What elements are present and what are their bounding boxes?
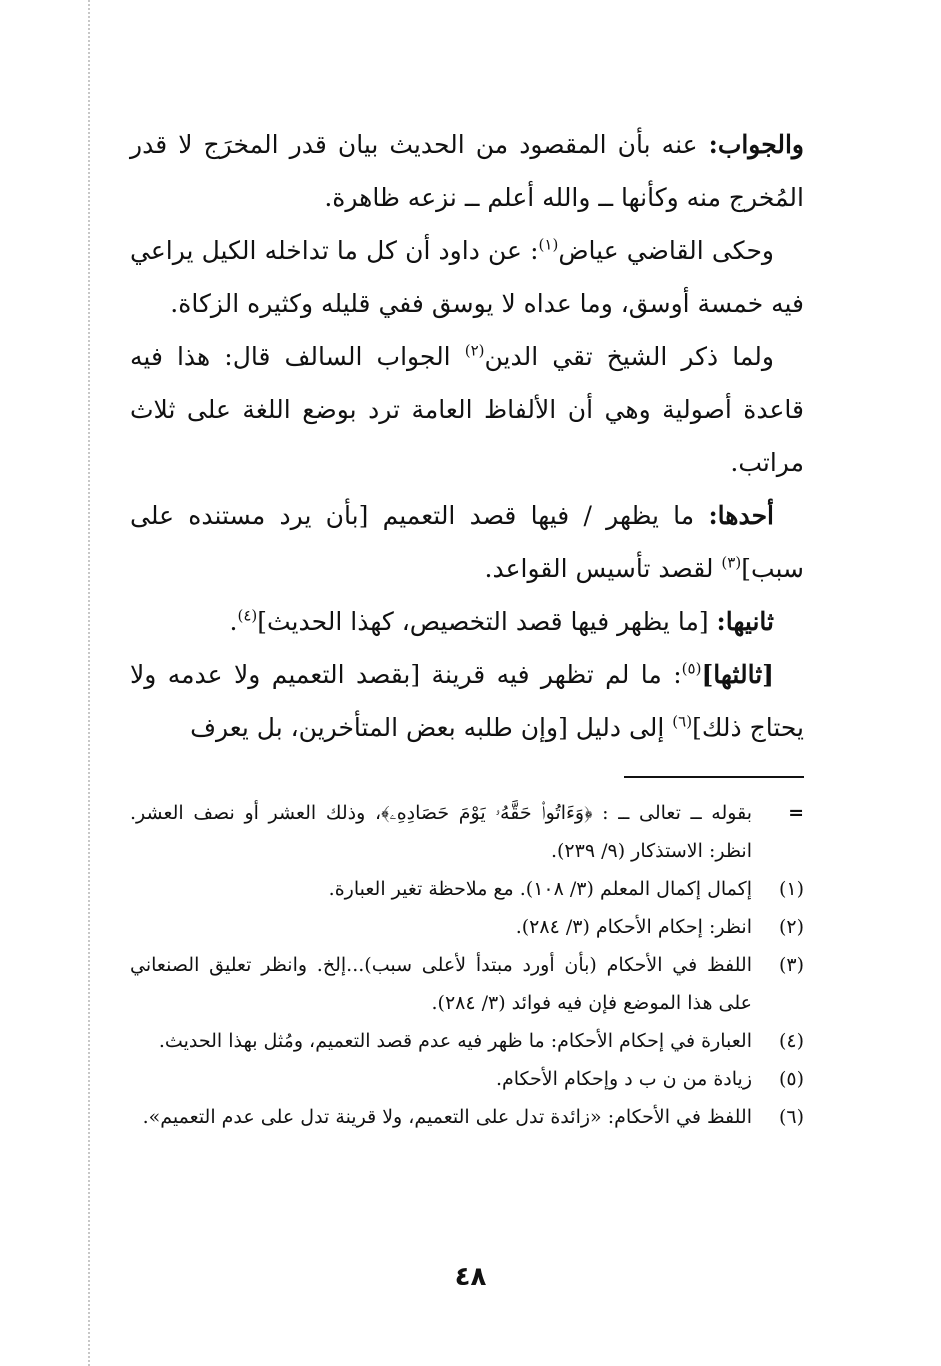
footnote-ref-6[interactable]: (٦): [672, 712, 693, 731]
footnote-text: اللفظ في الأحكام (بأن أورد مبتدأ لأعلى سبب)...إلخ. وانظر تعليق الصنعاني على هذا الموضع فإن فيه فوائد (٣/ ٢٨٤).: [130, 954, 752, 1014]
paragraph-6: [130, 648, 804, 754]
footnotes: [130, 794, 804, 1136]
footnote-text: اللفظ في الأحكام: «زائدة تدل على التعميم، ولا قرينة تدل على عدم التعميم».: [142, 1106, 752, 1128]
paragraph-3-text-b: الجواب السالف قال: هذا فيه قاعدة أصولية وهي أن الألفاظ العامة ترد بوضع اللغة على ثلاث مراتب.: [130, 342, 804, 477]
footnote-text: انظر: إحكام الأحكام (٣/ ٢٨٤).: [515, 916, 752, 938]
footnote-item: [130, 908, 804, 946]
footnote-ref-5[interactable]: (٥): [681, 659, 702, 678]
footnote-marker: (٥): [778, 1068, 804, 1090]
answer-lead: والجواب:: [708, 130, 804, 159]
footnote-text: إكمال إكمال المعلم (٣/ ١٠٨). مع ملاحظة تغير العبارة.: [328, 878, 752, 900]
paragraph-5: [130, 595, 804, 648]
paragraph-2-text-b: : عن داود أن كل ما تداخله الكيل يراعي فيه خمسة أوسق، وما عداه لا يوسق ففي قليله وكثيره الزكاة.: [130, 236, 804, 318]
paragraph-5-text-b: .: [229, 607, 238, 636]
footnote-item: [130, 946, 804, 1022]
second-rank-lead: ثانيها:: [716, 607, 774, 636]
paragraph-4-text-a: ما يظهر / فيها قصد التعميم [بأن يرد مستنده على سبب]: [130, 501, 804, 583]
footnote-item: [130, 870, 804, 908]
footnote-item: [130, 1098, 804, 1136]
page-number: ٤٨: [454, 1262, 487, 1292]
footnote-ref-4[interactable]: (٤): [237, 606, 258, 625]
footnote-marker: (١): [778, 878, 804, 900]
paragraph-1-text: عنه بأن المقصود من الحديث بيان قدر المخرَج لا قدر المُخرج منه وكأنها ــ والله أعلم ــ نزعه ظاهرة.: [130, 130, 804, 212]
footnote-marker: (٤): [778, 1030, 804, 1052]
footnote-ref-1[interactable]: (١): [538, 235, 559, 254]
footnote-marker: (٦): [778, 1106, 804, 1128]
footnote-marker: (٢): [778, 916, 804, 938]
footnote-continuation-text: بقوله ــ تعالى ــ : ﴿وَءَاتُوا۟ حَقَّهُۥ يَوْمَ حَصَادِهِۦ﴾، وذلك العشر أو نصف العشر. انظر: الاستذكار (٩/ ٢٣٩).: [130, 802, 752, 862]
binding-edge-dots: [88, 0, 90, 1366]
paragraph-6-text-a: : ما لم تظهر فيه قرينة [بقصد التعميم ولا عدمه ولا يحتاج ذلك]: [130, 660, 804, 742]
footnote-continuation: [130, 794, 804, 870]
third-rank-lead: [ثالثها]: [701, 660, 774, 689]
footnote-marker: (٣): [778, 954, 804, 976]
paragraph-5-text-a: [ما يظهر فيها قصد التخصيص، كهذا الحديث]: [257, 607, 717, 636]
page-content: [130, 118, 804, 1136]
paragraph-4-text-b: لقصد تأسيس القواعد.: [484, 554, 722, 583]
paragraph-2: [130, 224, 804, 330]
footnote-ref-2[interactable]: (٢): [464, 341, 485, 360]
paragraph-3-text-a: ولما ذكر الشيخ تقي الدين: [484, 342, 774, 371]
footnote-item: [130, 1060, 804, 1098]
continuation-marker: =: [788, 802, 804, 824]
footnote-text: زيادة من ن ب د وإحكام الأحكام.: [495, 1068, 752, 1090]
paragraph-6-text-b: إلى دليل [وإن طلبه بعض المتأخرين، بل يعرف: [190, 713, 673, 742]
paragraph-3: [130, 330, 804, 489]
paragraph-4: [130, 489, 804, 595]
paragraph-1: [130, 118, 804, 224]
footnote-text: العبارة في إحكام الأحكام: ما ظهر فيه عدم قصد التعميم، ومُثل بهذا الحديث.: [158, 1030, 752, 1052]
first-rank-lead: أحدها:: [708, 501, 774, 530]
footnote-separator: [624, 776, 804, 778]
footnote-ref-3[interactable]: (٣): [721, 553, 742, 572]
paragraph-2-text-a: وحكى القاضي عياض: [558, 236, 774, 265]
footnote-item: [130, 1022, 804, 1060]
